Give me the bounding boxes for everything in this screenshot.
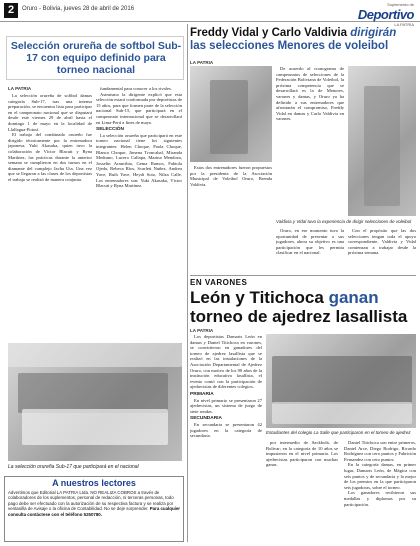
chess-photo [266, 334, 416, 428]
chess-subhead-secundaria: SECUNDARIA [190, 416, 222, 422]
volley-para2: Estos dos entrenadores fueron propuestos por la presidenta de la Asociación Municipal de Voleibol Oruro, Brenda Valdivia. [190, 165, 272, 187]
column-divider [187, 24, 188, 542]
softball-col2 [96, 86, 182, 339]
chess-subhead-primaria: PRIMARIA [190, 391, 214, 397]
volley-para4: Con el propósito que las dos selecciones tengan toda el apoyo correspondiente, Valdivia y Vidal comienzan a trabajar desde la próxima semana. [348, 228, 416, 256]
volley-para1: De acuerdo al cronograma de campeonatos de selecciones de la Federación Boliviana de Voleibol, la próxima competencia que se desarrollará es la de Menores, varones y damas, y Oruro ya ha definido a sus entrenadores que afrontarán el compromiso, Freddy Vidal en damas y Carlo Valdivia en varones. [276, 66, 344, 122]
chess-headline [190, 288, 416, 326]
chess-para5: Daniel Titichoca son entre primeros, Daniel Arce, Diego Rodrigo, Ricardo Rodríguez con cero puntos y Fabrición Fernandez con cero puntos. [344, 440, 416, 462]
dateline: Oruro - Bolivia, jueves 28 de abril de 2016 [22, 6, 135, 12]
chess-para3: En secundaria se presentaron 42 jugadores en la categoría de secundaria. [190, 421, 262, 439]
notice-title: A nuestros lectores [52, 478, 136, 488]
volley-photo-left [190, 66, 272, 162]
volley-headline [190, 27, 416, 53]
softball-headline: Selección orureña de softbol Sub-17 con equipo definido para torneo nacional [10, 40, 182, 76]
volley-headline-plain: Freddy Vidal y Carlo Valdivia [190, 27, 351, 39]
chess-kicker: LA PATRIA [190, 328, 214, 333]
chess-headline-accent: ganan [328, 288, 379, 307]
chess-col1 [190, 334, 262, 542]
brand-sup: Suplemento de [387, 2, 414, 7]
volley-photo-right [348, 66, 416, 216]
volley-headline-accent: dirigirán [350, 27, 397, 39]
chess-headline-plain: León y Titichoca [190, 288, 329, 307]
notice-contact: Para cualquier consulta contáctese con el teléfono 5250780. [8, 506, 181, 517]
volley-col4 [348, 228, 416, 272]
volley-col3 [276, 228, 344, 272]
softball-para5: La selección orureña que participará en este torneo nacional tiene los siguientes integrantes: Helen Choque, Paola Choque, Blanca Choque, Jimena Troncabal, Miranda Medrano, Lucero Callapa, Marina Mendoza, Josselin Arancibia, Gema Ramos, Fabiola Ojeda, Rebeca Ríos, Scarlett Nuñez, Andrea Yave, Ruth Yave, Heydi Soto, Nilza Calle. Los entrenadores son: Yuki Akasaka, Víctor Blacutt y Ryna Martínez. [96, 132, 182, 189]
section-divider [190, 275, 416, 276]
chess-caption: Estudiantes del colegio La Salle que participaron en el torneo de ajedrez [266, 430, 411, 435]
softball-para1: La selección orureña de softbol damas categoría Sub-17, tras una intensa preparación, se encuentra lista para participar en el campeonato nacional que se disputará desde este viernes 29 de abril hasta el domingo 1 de mayo en la localidad de Llallagua-Potosí. [8, 93, 92, 132]
chess-para1: Los deportistas Damaris León en damas y Daniel Titichoca en varones, se convirtieron en ganadores del torneo de ajedrez lasallista que se realizó en las instalaciones de la Asociación Departamental de Ajedrez Oruro, con motivo de los 90 años de la institución educativa lasallista, el evento contó con la participación de ajedrecistas de diferentes colegios. [190, 334, 262, 390]
page-number: 2 [4, 3, 18, 18]
volley-col1 [276, 66, 344, 216]
chess-para7: Los ganadores recibieron sus medallas y diplomas por su participación. [344, 490, 416, 507]
softball-para4: Asimismo la dirigente explicó que esta selección estará conformada por deportistas de 15 años, para que formen parte de la selección nacional Sub-15, que participará en el campeonato internacional que se desarrollará en Lima-Perú a fines de mayo. [96, 91, 182, 125]
softball-photo [8, 343, 182, 461]
volley-caption: Valdivia y Vidal tuvo la experiencia de dirigir selecciones de voleibol [276, 219, 412, 224]
volley-para3: Oruro, en ese momento tuvo la oportunidad de presentar a sus jugadores, ahora su objetivo es una participación que les permita clasificar en el nacional. [276, 228, 344, 256]
brand-logo [358, 2, 414, 27]
brand-sub: LA PATRIA [394, 22, 414, 27]
chess-para2: En nivel primario se presentaron 27 ajedrecistas, un sistema de juego de siete rondas. [190, 397, 262, 414]
softball-para2: El trabajo del combinado orureño fue dirigido técnicamente por la entrenadora japonesa, Yuki Akasaka, quien tuvo la colaboración de Víctor Blacutt y Ryna Martínez, las prácticas durante la anterior semana se cumplieron en dos turnos en el diamante del complejo Jacha Uta. Una vez que se llegaron a las clases de los deportistas el trabajo se realizó de manera conjunta. [8, 132, 92, 182]
softball-para3: fundamental para conocer a los rivales. [100, 86, 172, 91]
softball-caption: La selección orureña Sub-17 que participará en el nacional [8, 464, 139, 470]
chess-para4: por intermedio de Sackbolá, de Bolivar; en la categoría de 10 años se impusieron en el nivel primaria. Los ajedrecistas participaron con muchas ganas. [266, 440, 338, 468]
softball-subhead: SELECCIÓN [96, 127, 124, 133]
chess-col3 [344, 440, 416, 542]
chess-headline-line2: torneo de ajedrez lasallista [190, 307, 408, 326]
chess-col2 [266, 440, 338, 542]
brand-name: Deportivo [357, 7, 414, 22]
softball-kicker: LA PATRIA [8, 86, 32, 91]
volley-headline-line2: las selecciones Menores de voleibol [190, 40, 389, 52]
chess-para6: En la categoría damas, en primer lugar, Damaris León, de Mágica con seis puntos y de secundaria y la mejor de los premios en la que participaron seis jugadoras, sobre el torneo. [344, 462, 416, 490]
volley-col2 [190, 165, 272, 217]
volley-kicker: LA PATRIA [190, 60, 214, 65]
chess-section-label: EN VARONES [190, 278, 248, 287]
notice-text [8, 490, 180, 517]
notice-body: Advertimos que Editorial LA PATRIA Ltda. NO REALIZA COBROS a través de colaboradores de los suplementos, personal de redacción, ni terceras personas, todo pago debe ser efectuado con la autorización de su respectiva factura y se realiza por ventanilla de Avisaje o la oficina de Contabilidad. No se deje sorprender. [8, 490, 174, 512]
softball-col1 [8, 93, 92, 339]
